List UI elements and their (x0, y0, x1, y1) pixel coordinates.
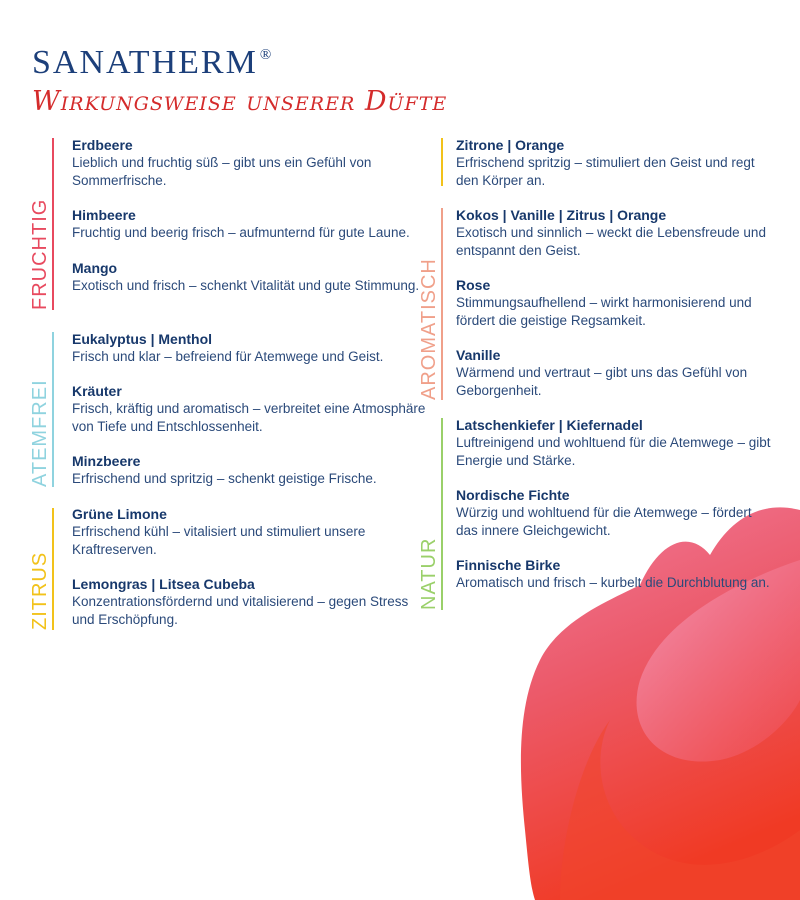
item-title: Kräuter (72, 383, 122, 399)
group-fruchtig-bar (52, 138, 54, 310)
item-description: Erfrischend kühl – vitalisiert und stimuliert unsere Kraftreserven. (72, 524, 366, 557)
list-item-nordische-fichte (456, 486, 776, 540)
item-description: Lieblich und fruchtig süß – gibt uns ein Gefühl von Sommerfrische. (72, 155, 372, 188)
item-title: Latschenkiefer | Kiefernadel (456, 417, 643, 433)
item-description: Würzig und wohltuend für die Atemwege – fördert das innere Gleichgewicht. (456, 505, 752, 538)
list-item-kraeuter (72, 382, 427, 436)
group-aromatisch-label: AROMATISCH (418, 258, 440, 400)
group-zitrus (29, 506, 432, 630)
item-description: Wärmend und vertraut – gibt uns das Gefühl von Geborgenheit. (456, 365, 748, 398)
list-item-finnische-birke (456, 556, 776, 592)
item-title: Grüne Limone (72, 506, 167, 522)
brand-logo (32, 44, 271, 82)
list-item-minzbeere (72, 452, 427, 488)
group-aromatisch (418, 207, 781, 400)
group-zitrus-label: ZITRUS (29, 551, 51, 630)
item-title: Eukalyptus | Menthol (72, 331, 213, 347)
list-item-latschenkiefer (456, 416, 776, 470)
group-zitrone-bar (441, 138, 443, 186)
item-title: Erdbeere (72, 137, 133, 153)
item-description: Konzentrationsfördernd und vitalisierend – gegen Stress und Erschöpfung. (72, 594, 409, 627)
list-item-gruene-limone (72, 505, 427, 559)
item-title: Zitrone | Orange (456, 137, 565, 153)
item-title: Minzbeere (72, 453, 141, 469)
group-natur (418, 417, 781, 610)
list-item-eukalyptus-menthol (72, 330, 427, 366)
brand-name: SANATHERM (32, 44, 258, 81)
list-item-vanille (456, 346, 776, 400)
group-natur-label: NATUR (418, 537, 440, 610)
item-description: Exotisch und sinnlich – weckt die Lebensfreude und entspannt den Geist. (456, 225, 766, 258)
item-description: Frisch, kräftig und aromatisch – verbreitet eine Atmosphäre von Tiefe und Entschlossenheit. (72, 401, 426, 434)
item-title: Vanille (456, 347, 501, 363)
item-description: Fruchtig und beerig frisch – aufmunternd für gute Laune. (72, 225, 410, 240)
list-item-rose (456, 276, 776, 330)
item-description: Erfrischend spritzig – stimuliert den Geist und regt den Körper an. (456, 155, 755, 188)
list-item-lemongras-litsea (72, 575, 427, 629)
item-title: Nordische Fichte (456, 487, 570, 503)
group-zitrone (441, 138, 781, 186)
item-title: Finnische Birke (456, 557, 561, 573)
item-title: Mango (72, 260, 118, 276)
group-fruchtig-label: FRUCHTIG (29, 198, 51, 310)
item-description: Erfrischend und spritzig – schenkt geistige Frische. (72, 471, 377, 486)
group-natur-bar (441, 418, 443, 610)
group-aromatisch-bar (441, 208, 443, 400)
item-description: Frisch und klar – befreiend für Atemwege und Geist. (72, 349, 384, 364)
item-title: Rose (456, 277, 491, 293)
page-subtitle: Wirkungsweise unserer Düfte (32, 86, 448, 117)
registered-mark: ® (259, 47, 272, 63)
group-atemfrei (29, 331, 432, 487)
group-atemfrei-bar (52, 332, 54, 487)
list-item-erdbeere (72, 136, 427, 190)
item-description: Stimmungsaufhellend – wirkt harmonisierend und fördert die geistige Regsamkeit. (456, 295, 752, 328)
item-title: Lemongras | Litsea Cubeba (72, 576, 255, 592)
group-zitrus-bar (52, 508, 54, 630)
group-fruchtig (29, 137, 432, 310)
list-item-himbeere (72, 206, 427, 242)
item-description: Luftreinigend und wohltuend für die Atemwege – gibt Energie und Stärke. (456, 435, 771, 468)
list-item-zitrone-orange (456, 136, 776, 190)
group-atemfrei-label: ATEMFREI (29, 379, 51, 487)
item-description: Exotisch und frisch – schenkt Vitalität und gute Stimmung. (72, 278, 420, 293)
item-title: Kokos | Vanille | Zitrus | Orange (456, 207, 667, 223)
list-item-mango (72, 259, 427, 295)
item-title: Himbeere (72, 207, 136, 223)
item-description: Aromatisch und frisch – kurbelt die Durchblutung an. (456, 575, 770, 590)
list-item-kokos-vanille (456, 206, 776, 260)
